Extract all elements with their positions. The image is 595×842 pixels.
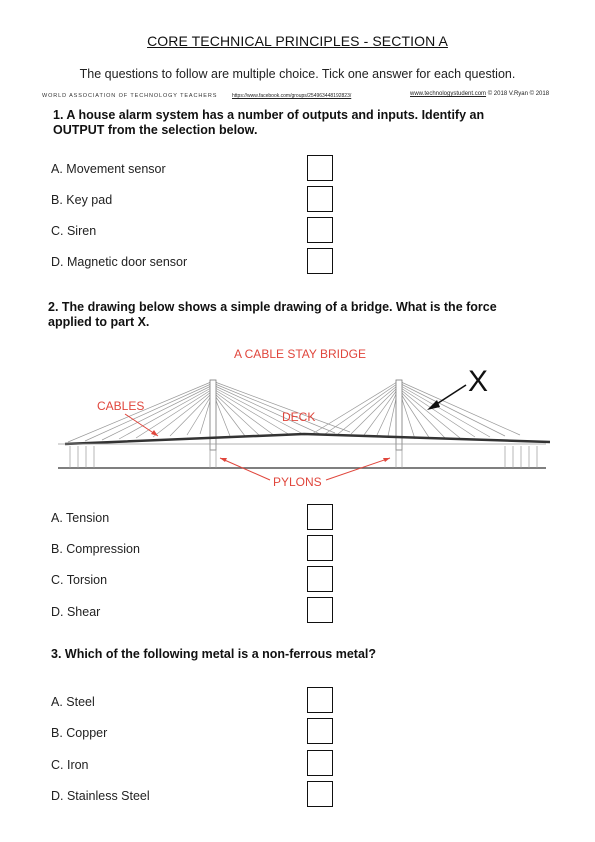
- pylons-arrow-left-head: [220, 458, 227, 462]
- q2-option-a-checkbox[interactable]: [307, 504, 333, 530]
- q3-option-a-checkbox[interactable]: [307, 687, 333, 713]
- right-tower-cables: [312, 382, 520, 439]
- question-1-text: [53, 108, 484, 138]
- q3-option-a: A. Steel: [51, 695, 95, 709]
- pylons-arrow-right: [326, 458, 390, 480]
- part-x-arrow-head: [427, 400, 440, 410]
- question-1-line-1: 1. A house alarm system has a number of outputs and inputs. Identify an: [53, 108, 485, 122]
- q2-option-a: A. Tension: [51, 511, 110, 525]
- deck-label: DECK: [282, 410, 316, 424]
- q3-option-b: B. Copper: [51, 726, 108, 740]
- copyright-text: © 2018 V.Ryan © 2018: [487, 91, 550, 97]
- q1-option-c: C. Siren: [51, 224, 97, 238]
- deck: [65, 434, 550, 444]
- pylons-label: PYLONS: [273, 475, 322, 489]
- q1-option-a-checkbox[interactable]: [307, 155, 333, 181]
- q2-option-c-checkbox[interactable]: [307, 566, 333, 592]
- association-name: WORLD ASSOCIATION OF TECHNOLOGY TEACHERS: [42, 93, 218, 99]
- q3-option-b-checkbox[interactable]: [307, 718, 333, 744]
- q1-option-a: A. Movement sensor: [51, 162, 166, 176]
- q2-option-c: C. Torsion: [51, 573, 108, 587]
- question-2-line-1: 2. The drawing below shows a simple drawing of a bridge. What is the force: [48, 300, 497, 314]
- diagram-title: A CABLE STAY BRIDGE: [233, 347, 367, 361]
- question-2-text: [48, 300, 497, 330]
- q1-option-b-checkbox[interactable]: [307, 186, 333, 212]
- question-3-text: 3. Which of the following metal is a non-ferrous metal?: [51, 647, 377, 661]
- part-x-label: X: [468, 365, 489, 398]
- instructions-text: The questions to follow are multiple choice. Tick one answer for each question.: [79, 67, 516, 81]
- q1-option-d-checkbox[interactable]: [307, 248, 333, 274]
- question-2-line-2: applied to part X.: [48, 315, 150, 329]
- q3-option-c-checkbox[interactable]: [307, 750, 333, 776]
- q1-option-d: D. Magnetic door sensor: [51, 255, 188, 269]
- cables-arrow-head: [151, 430, 158, 436]
- site-link[interactable]: www.technologystudent.com: [410, 91, 487, 97]
- q2-option-d: D. Shear: [51, 605, 101, 619]
- piers: [58, 444, 546, 468]
- facebook-group-link[interactable]: https://www.facebook.com/groups/254963448192823/: [232, 93, 352, 99]
- site-credit: [410, 91, 549, 97]
- q2-option-b: B. Compression: [51, 542, 140, 556]
- q3-option-d: D. Stainless Steel: [51, 789, 150, 803]
- q1-option-c-checkbox[interactable]: [307, 217, 333, 243]
- cable-stay-bridge-diagram: [50, 340, 550, 495]
- q1-option-b: B. Key pad: [51, 193, 113, 207]
- q2-option-d-checkbox[interactable]: [307, 597, 333, 623]
- q3-option-c: C. Iron: [51, 758, 89, 772]
- cables-label: CABLES: [97, 399, 145, 413]
- q2-option-b-checkbox[interactable]: [307, 535, 333, 561]
- page-title: CORE TECHNICAL PRINCIPLES - SECTION A: [147, 33, 448, 49]
- pylons-arrow-right-head: [383, 458, 390, 462]
- pylons-arrow-left: [220, 458, 270, 480]
- q3-option-d-checkbox[interactable]: [307, 781, 333, 807]
- question-1-line-2: OUTPUT from the selection below.: [53, 123, 258, 137]
